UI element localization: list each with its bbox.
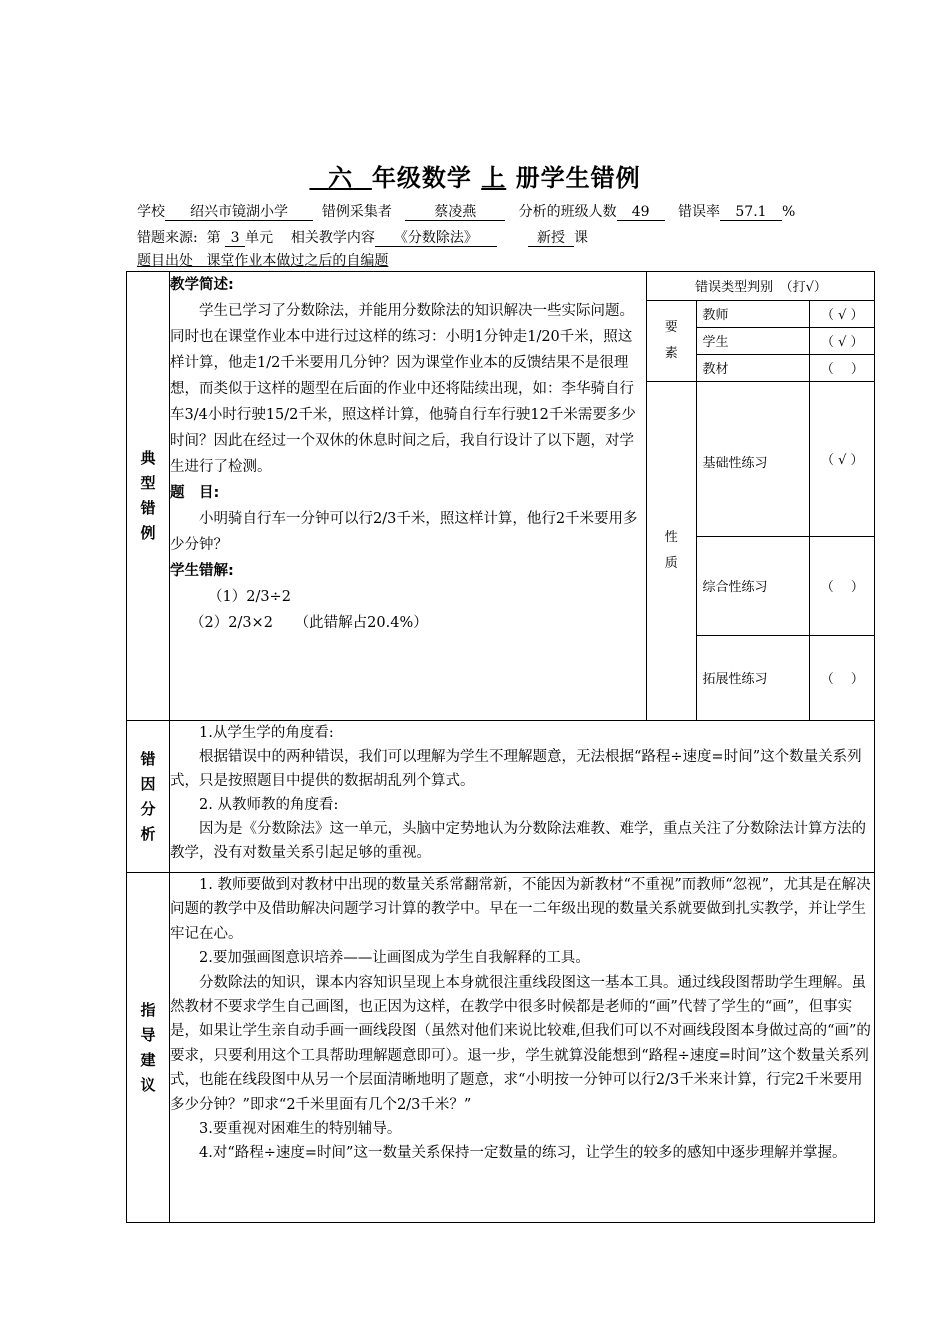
header-char: 典 <box>140 449 156 467</box>
nature-extension-mark: （ ） <box>809 635 875 720</box>
title-term-suffix: 册学生错例 <box>515 164 641 192</box>
student-error-2: （2）2/3×2 （此错解占20.4%） <box>190 615 428 631</box>
typical-error-content <box>170 272 647 721</box>
analysis-p1: 1.从学生学的角度看: <box>199 725 334 741</box>
cause-analysis-row <box>127 721 875 873</box>
header-char: 例 <box>140 524 156 542</box>
factor-student: 学生 <box>696 327 809 354</box>
typical-error-header <box>127 272 170 721</box>
desc-heading: 教学简述: <box>170 277 234 293</box>
lesson-suffix: 课 <box>574 230 589 246</box>
classification-table <box>647 272 875 720</box>
factor-teacher-mark: （ √ ） <box>809 300 875 327</box>
header-char: 议 <box>140 1075 156 1094</box>
error-rate-value: 57.1 <box>720 204 782 221</box>
errors-heading: 学生错解: <box>170 563 234 579</box>
page-title <box>0 158 950 193</box>
origin-label: 题目出处 <box>137 253 193 269</box>
content-label: 相关教学内容 <box>290 230 375 246</box>
question-text: 小明骑自行车一分钟可以行2/3千米，照这样计算，他行2千米要用多少分钟？ <box>170 511 638 553</box>
nature-comprehensive-mark: （ ） <box>809 536 875 635</box>
error-rate-label: 错误率 <box>677 204 720 220</box>
header-char: 导 <box>140 1025 156 1044</box>
title-term: 上 <box>481 164 507 192</box>
header-char: 错 <box>140 499 156 517</box>
unit-number: 3 <box>225 230 245 247</box>
guidance-p1: 1. 教师要做到对教材中出现的数量关系常翻常新，不能因为新教材“不重视”而教师“忽视”，尤其是在解决问题的教学中及借助解决问题学习计算的教学中。早在一二年级出现的数量关系就要做到扎实教学，并让学生牢记在心。 <box>170 877 871 942</box>
factor-label-char: 素 <box>664 345 678 361</box>
analysis-p3: 2. 从教师教的角度看: <box>199 797 339 813</box>
nature-comprehensive: 综合性练习 <box>696 536 809 635</box>
collector-value: 蔡凌燕 <box>405 204 505 221</box>
guidance-row <box>127 873 875 1223</box>
factor-textbook-mark: （ ） <box>809 354 875 381</box>
factor-label-char: 要 <box>664 319 678 335</box>
error-case-table <box>126 271 875 1223</box>
content-value: 《分数除法》 <box>375 230 497 247</box>
analysis-p2: 根据错误中的两种错误，我们可以理解为学生不理解题意，无法根据“路程÷速度=时间”这个数量关系列式，只是按照题目中提供的数据胡乱列个算式。 <box>170 749 862 789</box>
class-count-value: 49 <box>617 204 665 221</box>
question-heading: 题 目: <box>170 485 220 501</box>
header-char: 因 <box>140 774 156 793</box>
guidance-content <box>170 873 875 1223</box>
header-char: 建 <box>140 1050 156 1069</box>
school-label: 学校 <box>137 204 165 220</box>
header-char: 析 <box>140 824 156 843</box>
header-char: 指 <box>140 1000 156 1019</box>
info-line-2 <box>137 227 588 247</box>
unit-suffix: 单元 <box>245 230 274 246</box>
title-grade: 六 <box>328 164 354 192</box>
guidance-p2: 2.要加强画图意识培养——让画图成为学生自我解释的工具。 <box>199 950 590 967</box>
info-line-3 <box>137 250 388 270</box>
header-char: 型 <box>140 474 156 492</box>
cause-analysis-header <box>127 721 170 873</box>
classification-title: 错误类型判别 （打√） <box>647 272 875 300</box>
school-value: 绍兴市镜湖小学 <box>165 204 313 221</box>
cause-analysis-content <box>170 721 875 873</box>
collector-label: 错例采集者 <box>321 204 392 220</box>
source-label: 错题来源: <box>137 230 198 246</box>
lesson-type: 新授 <box>528 230 574 247</box>
nature-label-char: 质 <box>664 555 678 571</box>
factor-textbook: 教材 <box>696 354 809 381</box>
analysis-p4: 因为是《分数除法》这一单元，头脑中定势地认为分数除法难教、难学，重点关注了分数除法计算方法的教学，没有对数量关系引起足够的重视。 <box>170 821 866 861</box>
guidance-header <box>127 873 170 1223</box>
typical-error-row <box>127 272 875 721</box>
unit-prefix: 第 <box>206 230 221 246</box>
guidance-p4: 3.要重视对困难生的特别辅导。 <box>199 1121 402 1138</box>
factor-student-mark: （ √ ） <box>809 327 875 354</box>
origin-value: 课堂作业本做过之后的自编题 <box>206 253 389 269</box>
class-count-label: 分析的班级人数 <box>518 204 617 220</box>
desc-text: 学生已学习了分数除法，并能用分数除法的知识解决一些实际问题。同时也在课堂作业本中进行过这样的练习：小明1分钟走1/20千米，照这样计算，他走1/2千米要用几分钟？因为课堂作业本的反馈结果不是很理想，而类似于这样的题型在后面的作业中还将陆续出现，如：李华骑自行车3/4小时行驶15/2千米，照这样计算，他骑自行车行驶12千米需要多少时间？因此在经过一个双休的休息时间之后，我自行设计了以下题，对学生进行了检测。 <box>170 303 636 475</box>
info-line-1 <box>137 201 795 221</box>
factor-teacher: 教师 <box>696 300 809 327</box>
guidance-p3: 分数除法的知识，课本内容知识呈现上本身就很注重线段图这一基本工具。通过线段图帮助学生理解。虽然教材不要求学生自己画图，也正因为这样，在教学中很多时候都是老师的“画”代替了学生的“画”，但事实是，如果让学生亲自动手画一画线段图（虽然对他们来说比较难,但我们可以不对画线段图本身做过高的“画”的要求，只要利用这个工具帮助理解题意即可）。退一步，学生就算没能想到“路程÷速度=时间”这个数量关系列式，也能在线段图中从另一个层面清晰地明了题意，求“小明按一分钟可以行2/3千米来计算，行完2千米要用多少分钟？”即求“2千米里面有几个2/3千米？” <box>170 974 871 1113</box>
nature-extension: 拓展性练习 <box>696 635 809 720</box>
nature-basic-mark: （ √ ） <box>809 381 875 536</box>
title-grade-suffix: 年级数学 <box>371 164 472 192</box>
factor-label <box>647 300 696 381</box>
nature-basic: 基础性练习 <box>696 381 809 536</box>
percent-sign: % <box>781 204 796 220</box>
header-char: 分 <box>140 799 156 818</box>
origin <box>137 253 388 269</box>
header-char: 错 <box>140 749 156 768</box>
nature-label <box>647 381 696 720</box>
guidance-p5: 4.对“路程÷速度=时间”这一数量关系保持一定数量的练习，让学生的较多的感知中逐步理解并掌握。 <box>199 1145 847 1162</box>
student-error-1: （1）2/3÷2 <box>208 589 291 605</box>
nature-label-char: 性 <box>664 529 678 545</box>
classification-cell <box>647 272 875 721</box>
